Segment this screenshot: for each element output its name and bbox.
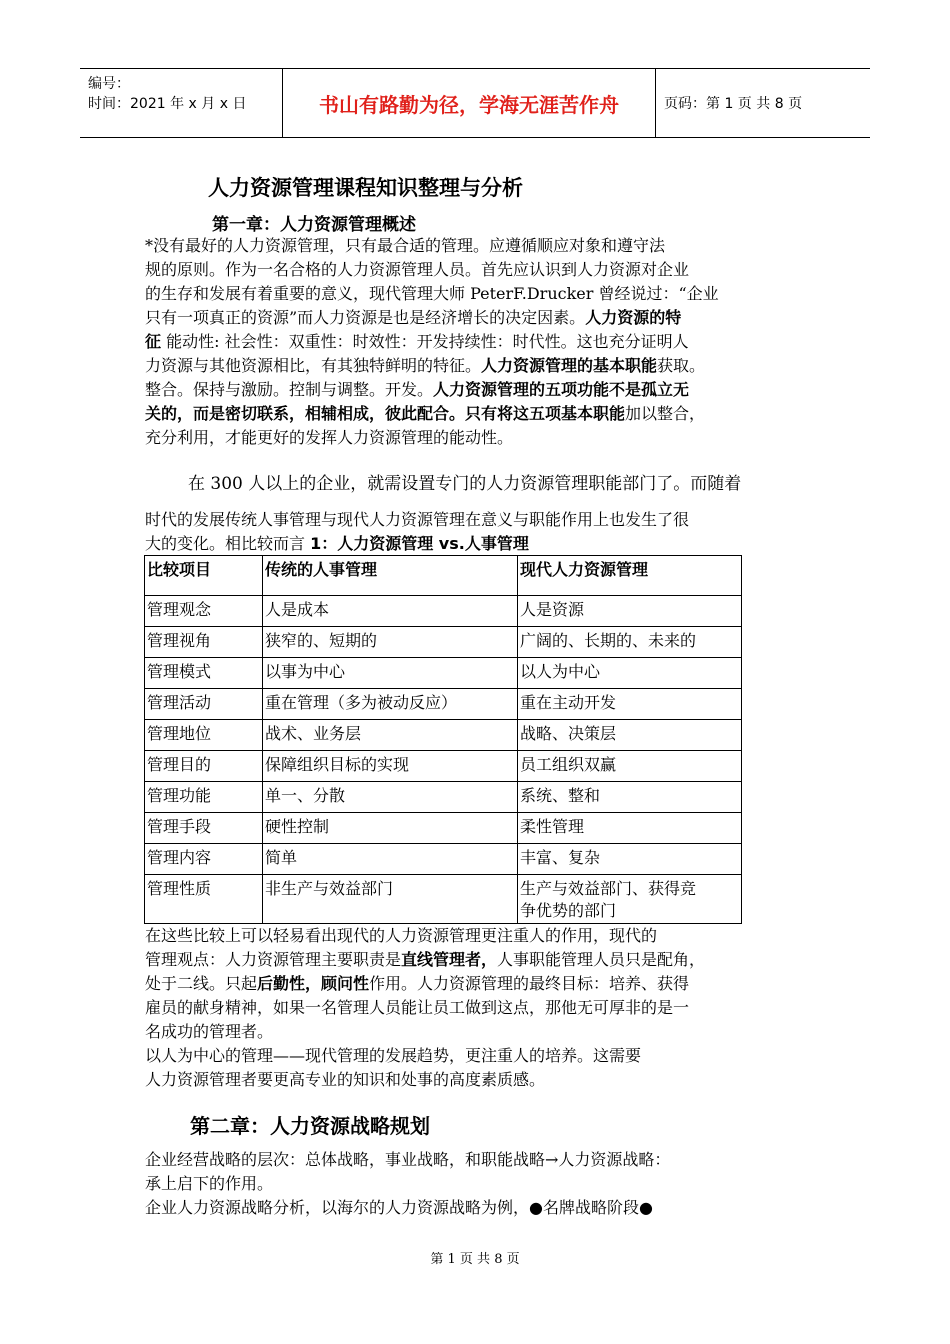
table-cell: 管理模式: [145, 658, 263, 689]
text-run: 的生存和发展有着重要的意义，现代管理大师 PeterF.Drucker 曾经说过：“企业: [145, 284, 719, 303]
cell-line: 争优势的部门: [520, 901, 617, 920]
chapter2-heading: 第二章：人力资源战略规划: [190, 1114, 430, 1138]
text-run: 时代的发展传统人事管理与现代人力资源管理在意义与职能作用上也发生了很: [145, 510, 690, 529]
text-line: [145, 354, 813, 378]
table-cell: 广阔的、长期的、未来的: [518, 627, 742, 658]
text-run: 处于二线。只起: [145, 974, 258, 993]
text-run: 以人为中心的管理——现代管理的发展趋势，更注重人的培养。这需要: [145, 1046, 642, 1065]
text-line: [145, 1148, 813, 1172]
text-run: 作用。人力资源管理的最终目标：培养、获得: [369, 974, 690, 993]
text-line: [145, 972, 813, 996]
analysis-paragraph: [145, 924, 813, 1092]
text-line: [145, 1196, 813, 1220]
table-cell: 重在主动开发: [518, 689, 742, 720]
text-line: [145, 330, 813, 354]
bold-text: 1：人力资源管理 vs.人事管理: [310, 534, 529, 553]
text-run: 企业人力资源战略分析，以海尔的人力资源战略为例，●名牌战略阶段●: [145, 1198, 653, 1217]
table-row: [145, 844, 742, 875]
text-line: [145, 426, 813, 450]
table-cell: 管理性质: [145, 875, 263, 924]
table-row: [145, 689, 742, 720]
bold-text: 直线管理者，: [401, 950, 498, 969]
chapter1-paragraph-1: [145, 234, 813, 450]
table-header-cell: 比较项目: [145, 556, 263, 596]
table-row: [145, 720, 742, 751]
text-line: [145, 996, 813, 1020]
table-cell: 单一、分散: [263, 782, 518, 813]
text-run: 人力资源管理者要更高专业的知识和处事的高度素质感。: [145, 1070, 546, 1089]
table-cell: 人是成本: [263, 596, 518, 627]
page-info: 页码：第 1 页 共 8 页: [664, 96, 803, 112]
text-run: 力资源与其他资源相比，有其独特鲜明的特征。: [145, 356, 482, 375]
text-line: [145, 532, 813, 556]
table-cell: 柔性管理: [518, 813, 742, 844]
table-cell: 战术、业务层: [263, 720, 518, 751]
table-cell: 系统、整和: [518, 782, 742, 813]
bold-text: 人力资源管理的五项功能不是孤立无: [433, 380, 690, 399]
text-line: [145, 1044, 813, 1068]
document-header: [80, 68, 870, 138]
text-run: 整合。保持与激励。控制与调整。开发。: [145, 380, 434, 399]
table-cell: 保障组织目标的实现: [263, 751, 518, 782]
bold-text: 人力资源的特: [585, 308, 682, 327]
table-cell: 管理观念: [145, 596, 263, 627]
chapter1-paragraph-2-first-line: 在 300 人以上的企业，就需设置专门的人力资源管理职能部门了。而随着: [188, 474, 742, 494]
text-run: 管理观点：人力资源管理主要职责是: [145, 950, 402, 969]
bold-text: 后勤性，顾问性: [257, 974, 370, 993]
bold-text: 关的，而是密切联系，相辅相成，彼此配合。只有将这五项基本职能: [145, 404, 626, 423]
text-line: [145, 234, 813, 258]
table-row: [145, 875, 742, 924]
table-cell: 员工组织双赢: [518, 751, 742, 782]
page-footer: 第 1 页 共 8 页: [430, 1252, 520, 1267]
table-row: [145, 782, 742, 813]
text-run: 雇员的献身精神，如果一名管理人员能让员工做到这点，那他无可厚非的是一: [145, 998, 690, 1017]
text-run: 大的变化。相比较而言: [145, 534, 311, 553]
text-run: 加以整合，: [625, 404, 706, 423]
table-cell: 重在管理（多为被动反应）: [263, 689, 518, 720]
table-cell: 狭窄的、短期的: [263, 627, 518, 658]
chapter1-paragraph-2: [145, 508, 813, 556]
table-row: [145, 751, 742, 782]
table-header-row: [145, 556, 742, 596]
table-cell: 管理地位: [145, 720, 263, 751]
text-run: 名成功的管理者。: [145, 1022, 274, 1041]
text-run: 获取。: [657, 356, 706, 375]
table-cell: 管理手段: [145, 813, 263, 844]
table-cell: 管理内容: [145, 844, 263, 875]
text-run: 只有一项真正的资源”而人力资源是也是经济增长的决定因素。: [145, 308, 586, 327]
document-title: 人力资源管理课程知识整理与分析: [208, 176, 523, 200]
text-line: [145, 1172, 813, 1196]
table-cell: 以事为中心: [263, 658, 518, 689]
table-header-cell: 现代人力资源管理: [518, 556, 742, 596]
chapter2-paragraph: [145, 1148, 813, 1220]
text-run: 充分利用，才能更好的发挥人力资源管理的能动性。: [145, 428, 514, 447]
table-cell: [518, 875, 742, 924]
bold-text: 人力资源管理的基本职能: [481, 356, 658, 375]
table-cell: 管理目的: [145, 751, 263, 782]
table-row: [145, 658, 742, 689]
cell-line: 生产与效益部门、获得竞: [520, 879, 697, 898]
text-line: [145, 948, 813, 972]
table-cell: 硬性控制: [263, 813, 518, 844]
table-row: [145, 596, 742, 627]
table-cell: 丰富、复杂: [518, 844, 742, 875]
text-line: [145, 924, 813, 948]
bold-text: 征: [145, 332, 162, 351]
text-run: 能动性: 社会性：双重性：时效性：开发持续性：时代性。这也充分证明人: [161, 332, 689, 351]
text-line: [145, 258, 813, 282]
table-cell: 管理功能: [145, 782, 263, 813]
number-label: 编号：: [88, 76, 130, 92]
text-run: *没有最好的人力资源管理，只有最合适的管理。应遵循顺应对象和遵守法: [145, 236, 666, 255]
table-row: [145, 627, 742, 658]
text-line: [145, 402, 813, 426]
text-run: 企业经营战略的层次：总体战略，事业战略，和职能战略→人力资源战略：: [145, 1150, 671, 1169]
table-cell: 以人为中心: [518, 658, 742, 689]
table-row: [145, 813, 742, 844]
text-line: [145, 508, 813, 532]
motto-text: 书山有路勤为径，学海无涯苦作舟: [319, 92, 619, 117]
comparison-table: [144, 555, 742, 924]
table-cell: 管理活动: [145, 689, 263, 720]
table-header-cell: 传统的人事管理: [263, 556, 518, 596]
text-line: [145, 306, 813, 330]
text-run: 在这些比较上可以轻易看出现代的人力资源管理更注重人的作用，现代的: [145, 926, 658, 945]
table-cell: 管理视角: [145, 627, 263, 658]
table-cell: 简单: [263, 844, 518, 875]
text-line: [145, 282, 813, 306]
time-label: 时间：2021 年 x 月 x 日: [88, 96, 247, 112]
header-meta-cell: [80, 69, 283, 137]
text-line: [145, 378, 813, 402]
table-cell: 人是资源: [518, 596, 742, 627]
text-run: 规的原则。作为一名合格的人力资源管理人员。首先应认识到人力资源对企业: [145, 260, 690, 279]
text-run: 人事职能管理人员只是配角，: [497, 950, 706, 969]
text-run: 承上启下的作用。: [145, 1174, 274, 1193]
text-line: [145, 1068, 813, 1092]
table-cell: 非生产与效益部门: [263, 875, 518, 924]
text-line: [145, 1020, 813, 1044]
table-cell: 战略、决策层: [518, 720, 742, 751]
chapter1-heading: 第一章：人力资源管理概述: [212, 215, 416, 235]
header-motto-cell: [283, 69, 656, 137]
